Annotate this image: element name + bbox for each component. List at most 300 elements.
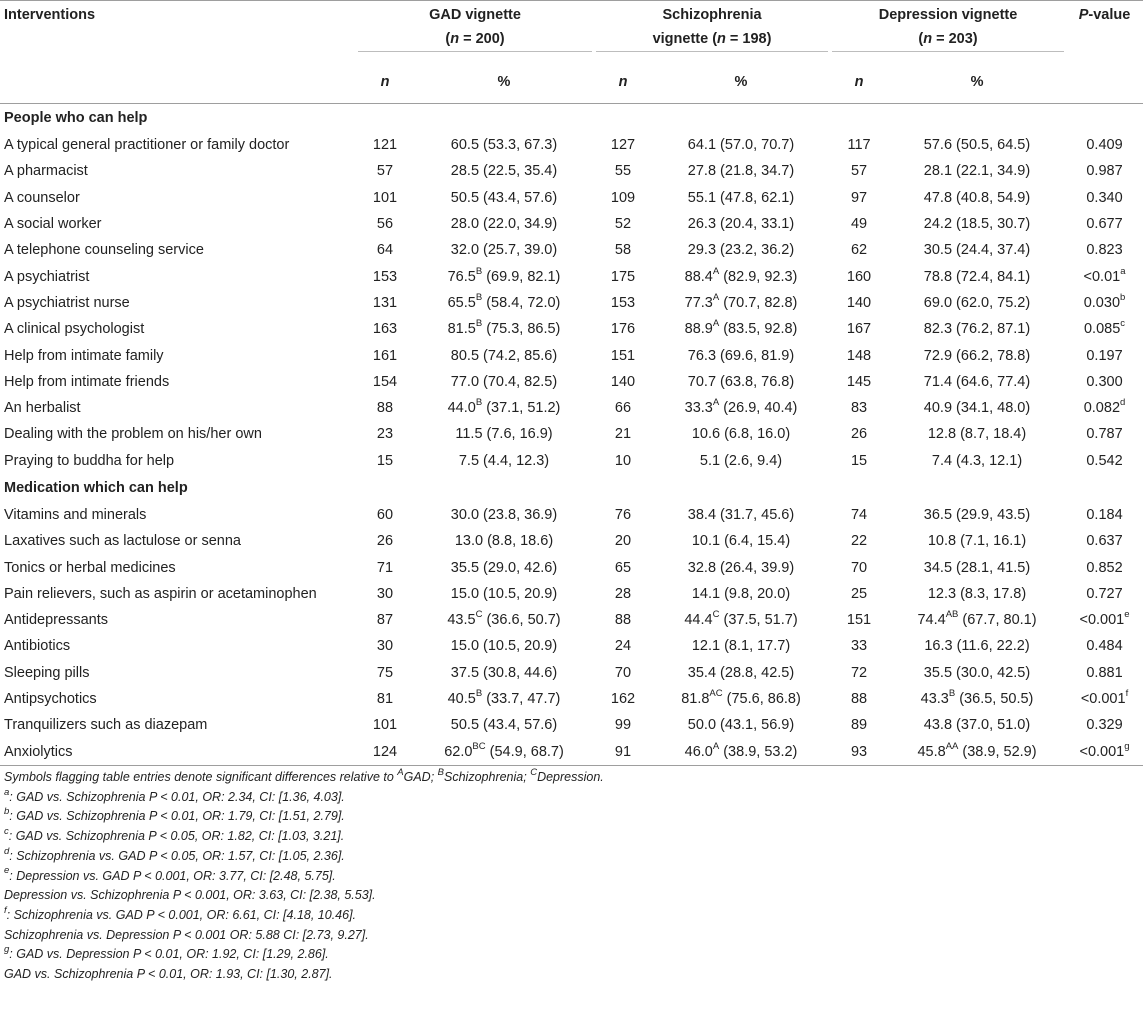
depression-n-value: 89	[850, 717, 868, 734]
p-value	[1066, 395, 1143, 421]
section-header-row	[0, 104, 1143, 133]
depression-pct-value: 30.5 (24.4, 37.4)	[923, 242, 1031, 259]
gad-pct-value: 30.0 (23.8, 36.9)	[450, 507, 558, 523]
schizophrenia-n-value: 28	[614, 585, 632, 602]
value-ci: (82.9, 92.3)	[719, 268, 798, 285]
p-value	[1066, 211, 1143, 237]
value-ci: (58.4, 72.0)	[482, 294, 561, 311]
depression-pct-value: 47.8 (40.8, 54.9)	[923, 189, 1031, 206]
depression-n-value: 25	[850, 585, 868, 602]
p-value-number: 0.987	[1086, 163, 1123, 180]
header-row-3	[0, 61, 1143, 104]
schizophrenia-n-value: 70	[614, 664, 632, 681]
footnote-text: : GAD vs. Schizophrenia P < 0.01, OR: 1.79, CI: [1.51, 2.79].	[9, 809, 345, 824]
schizophrenia-pct-value: 10.1 (6.4, 15.4)	[691, 533, 791, 550]
p-value-number: 0.340	[1086, 189, 1123, 206]
p-value-number: 0.637	[1086, 533, 1123, 550]
footnote-text: Schizophrenia vs. Depression P < 0.001 OR: 5.88 CI: [2.73, 9.27].	[4, 927, 369, 942]
value-main: 88.9	[684, 321, 713, 338]
header-row-2	[0, 29, 1143, 61]
table-notes	[4, 768, 1134, 985]
p-value-number: 0.329	[1086, 717, 1123, 734]
p-value	[1066, 237, 1143, 263]
significance-marker: B	[475, 265, 483, 277]
gad-pct-value: 28.5 (22.5, 35.4)	[450, 163, 558, 180]
value-main: 74.4	[917, 612, 946, 629]
row-label: A pharmacist	[4, 163, 88, 180]
depression-n-value: 72	[850, 664, 868, 681]
significance-marker: B	[475, 688, 483, 700]
row-label: An herbalist	[4, 400, 81, 417]
p-value	[1066, 369, 1143, 395]
p-value-number: <0.001	[1079, 612, 1125, 629]
footnote-line	[4, 788, 1134, 808]
schizophrenia-pct-value: 27.8 (21.8, 34.7)	[687, 163, 795, 180]
schizophrenia-pct-value: 29.3 (23.2, 36.2)	[687, 242, 795, 259]
depression-n-value: 15	[850, 452, 868, 469]
significance-marker: C	[712, 609, 720, 621]
value-ci: (70.7, 82.8)	[719, 294, 798, 311]
value-ci: (37.5, 51.7)	[719, 612, 798, 629]
schizophrenia-pct-col: %	[652, 61, 830, 104]
schizophrenia-pct-value	[652, 395, 830, 421]
depression-pct-value	[888, 686, 1066, 712]
p-value	[1066, 633, 1143, 659]
footnote-text: : Schizophrenia vs. GAD P < 0.001, OR: 6.61, CI: [4.18, 10.46].	[6, 907, 357, 922]
p-value	[1066, 739, 1143, 766]
row-label: Dealing with the problem on his/her own	[4, 426, 262, 443]
value-main: 43.3	[920, 691, 949, 708]
row-label: A clinical psychologist	[4, 321, 145, 338]
gad-n-value: 154	[372, 373, 398, 390]
depression-pct-value: 24.2 (18.5, 30.7)	[923, 216, 1031, 233]
footnote-text: : GAD vs. Schizophrenia P < 0.05, OR: 1.82, CI: [1.03, 3.21].	[8, 829, 345, 844]
gad-pct-value	[414, 263, 594, 289]
gad-n-value: 88	[376, 400, 394, 417]
depression-pct-value: 57.6 (50.5, 64.5)	[923, 137, 1031, 154]
footnote-letter: b	[4, 806, 10, 818]
value-main: 76.5	[447, 268, 476, 285]
gad-pct-value: 77.0 (70.4, 82.5)	[450, 373, 558, 390]
gad-n-value: 153	[372, 268, 398, 285]
depression-pct-value: 71.4 (64.6, 77.4)	[923, 373, 1031, 390]
p-value-number: 0.030	[1083, 294, 1121, 311]
p-value-number: 0.727	[1086, 585, 1123, 602]
schizophrenia-pct-value	[652, 686, 830, 712]
gad-n-value: 101	[372, 717, 398, 734]
p-value	[1066, 421, 1143, 447]
row-label: Laxatives such as lactulose or senna	[4, 533, 241, 550]
depression-n-value: 49	[850, 216, 868, 233]
gad-n-value: 163	[372, 321, 398, 338]
p-value	[1066, 263, 1143, 289]
value-main: 81.5	[447, 321, 476, 338]
schizophrenia-pct-value: 50.0 (43.1, 56.9)	[687, 717, 795, 734]
gad-n-value: 26	[376, 533, 394, 550]
table-row	[0, 633, 1143, 659]
table-row	[0, 660, 1143, 686]
schizophrenia-n: vignette (n = 198)	[594, 29, 830, 61]
footnote-letter: g	[4, 944, 10, 956]
significance-marker: AA	[945, 740, 959, 752]
depression-pct-value: 43.8 (37.0, 51.0)	[923, 717, 1031, 734]
row-label: Help from intimate family	[4, 347, 164, 364]
schizophrenia-pct-value: 26.3 (20.4, 33.1)	[687, 216, 795, 233]
footnote-line	[4, 847, 1134, 867]
depression-n-value: 62	[850, 242, 868, 259]
p-value-number: 0.184	[1086, 507, 1123, 523]
gad-n-value: 81	[376, 691, 394, 708]
depression-n-value: 97	[850, 189, 868, 206]
footnote-text: GAD vs. Schizophrenia P < 0.01, OR: 1.93, CI: [1.30, 2.87].	[4, 967, 333, 982]
value-main: 65.5	[447, 294, 476, 311]
footnote-marker: f	[1125, 688, 1129, 700]
significance-marker: A	[712, 397, 720, 409]
footnote-line	[4, 926, 1134, 946]
schizophrenia-n-value: 88	[614, 612, 632, 629]
p-value-number: 0.852	[1086, 559, 1123, 576]
significance-marker: A	[712, 740, 720, 752]
table-row	[0, 421, 1143, 447]
significance-marker: A	[712, 265, 720, 277]
depression-n-value: 83	[850, 400, 868, 417]
row-label: Praying to buddha for help	[4, 452, 175, 469]
p-value	[1066, 448, 1143, 474]
schizophrenia-pct-value: 70.7 (63.8, 76.8)	[687, 373, 795, 390]
value-main: 33.3	[684, 400, 713, 417]
gad-pct-value	[414, 739, 594, 766]
schizophrenia-n-value: 140	[610, 373, 636, 390]
depression-n-col: n	[830, 61, 888, 104]
table-row	[0, 528, 1143, 554]
p-value-number: 0.787	[1086, 426, 1123, 443]
gad-n-value: 75	[376, 664, 394, 681]
p-value	[1066, 686, 1143, 712]
table-row	[0, 395, 1143, 421]
value-ci: (33.7, 47.7)	[482, 691, 561, 708]
schizophrenia-n-value: 52	[614, 216, 632, 233]
gad-pct-value: 13.0 (8.8, 18.6)	[454, 533, 554, 550]
schizophrenia-pct-value: 5.1 (2.6, 9.4)	[699, 452, 783, 469]
gad-pct-value: 37.5 (30.8, 44.6)	[450, 664, 558, 681]
value-main: 77.3	[684, 294, 713, 311]
depression-pct-value: 78.8 (72.4, 84.1)	[923, 268, 1031, 285]
schizophrenia-pct-value: 14.1 (9.8, 20.0)	[691, 585, 791, 602]
gad-pct-value	[414, 686, 594, 712]
gad-pct-value: 28.0 (22.0, 34.9)	[450, 216, 558, 233]
schizophrenia-n-value: 109	[610, 189, 636, 206]
gad-pct-col: %	[414, 61, 594, 104]
gad-header: GAD vignette	[356, 1, 594, 30]
depression-pct-value: 12.8 (8.7, 18.4)	[927, 426, 1027, 443]
footnote-line	[4, 807, 1134, 827]
p-value	[1066, 581, 1143, 607]
p-value	[1066, 316, 1143, 342]
depression-pct-value: 82.3 (76.2, 87.1)	[923, 321, 1031, 338]
schizophrenia-n-value: 65	[614, 559, 632, 576]
schizophrenia-pct-value: 76.3 (69.6, 81.9)	[687, 347, 795, 364]
depression-n: (n = 203)	[830, 29, 1066, 61]
schizophrenia-n-value: 99	[614, 717, 632, 734]
gad-n-value: 87	[376, 612, 394, 629]
gad-pct-value: 35.5 (29.0, 42.6)	[450, 559, 558, 576]
gad-n-value: 30	[376, 585, 394, 602]
table-row	[0, 185, 1143, 211]
value-main: 62.0	[444, 743, 473, 760]
row-label: Tranquilizers such as diazepam	[4, 717, 208, 734]
gad-n-value: 101	[372, 189, 398, 206]
row-label: A psychiatrist nurse	[4, 294, 130, 311]
table-row	[0, 502, 1143, 528]
schizophrenia-n-value: 151	[610, 347, 636, 364]
footnote-line	[4, 886, 1134, 906]
footnote-line	[4, 867, 1134, 887]
table-row	[0, 607, 1143, 633]
gad-pct-value: 11.5 (7.6, 16.9)	[455, 426, 553, 443]
depression-n-value: 148	[846, 347, 872, 364]
p-value-number: 0.085	[1083, 321, 1121, 338]
p-value	[1066, 554, 1143, 580]
depression-n-value: 140	[846, 294, 872, 311]
depression-n-value: 88	[850, 691, 868, 708]
schizophrenia-pct-value: 32.8 (26.4, 39.9)	[687, 559, 795, 576]
depression-pct-value: 69.0 (62.0, 75.2)	[923, 294, 1031, 311]
p-value	[1066, 158, 1143, 184]
schizophrenia-n-value: 76	[614, 507, 632, 523]
significance-marker: B	[475, 318, 483, 330]
significance-marker: B	[948, 688, 956, 700]
p-value-number: 0.823	[1086, 242, 1123, 259]
depression-pct-value: 7.4 (4.3, 12.1)	[931, 452, 1023, 469]
gad-n-value: 15	[376, 452, 394, 469]
schizophrenia-n-value: 20	[614, 533, 632, 550]
gad-n-value: 23	[376, 426, 394, 443]
depression-pct-value: 34.5 (28.1, 41.5)	[923, 559, 1031, 576]
depression-pct-value: 28.1 (22.1, 34.9)	[923, 163, 1031, 180]
table-row	[0, 158, 1143, 184]
table-row	[0, 712, 1143, 738]
gad-n-value: 131	[372, 294, 398, 311]
footnote-line	[4, 945, 1134, 965]
value-main: 46.0	[684, 743, 713, 760]
depression-n-value: 57	[850, 163, 868, 180]
gad-n-value: 71	[376, 559, 394, 576]
gad-pct-value: 50.5 (43.4, 57.6)	[450, 189, 558, 206]
value-ci: (38.9, 52.9)	[958, 743, 1037, 760]
gad-pct-value	[414, 607, 594, 633]
p-value	[1066, 712, 1143, 738]
table-row	[0, 290, 1143, 316]
gad-n-value: 60	[376, 507, 394, 523]
schizophrenia-pct-value: 38.4 (31.7, 45.6)	[687, 507, 795, 523]
table-row	[0, 211, 1143, 237]
depression-n-value: 117	[847, 137, 871, 154]
footnote-marker: d	[1120, 397, 1126, 409]
schizophrenia-n-value: 66	[614, 400, 632, 417]
footnote-marker: e	[1124, 609, 1130, 621]
table-row	[0, 581, 1143, 607]
section-title: People who can help	[4, 110, 148, 126]
value-main: 81.8	[681, 691, 710, 708]
footnote-text: Depression vs. Schizophrenia P < 0.001, OR: 3.63, CI: [2.38, 5.53].	[4, 888, 376, 903]
depression-pct-value: 72.9 (66.2, 78.8)	[923, 347, 1031, 364]
p-value-number: 0.881	[1086, 664, 1123, 681]
schizophrenia-n-value: 58	[614, 242, 632, 259]
value-ci: (83.5, 92.8)	[719, 321, 798, 338]
depression-pct-value	[888, 607, 1066, 633]
significance-marker: A	[712, 292, 720, 304]
value-main: 45.8	[917, 743, 946, 760]
value-ci: (69.9, 82.1)	[482, 268, 561, 285]
gad-n-col: n	[356, 61, 414, 104]
value-ci: (26.9, 40.4)	[719, 400, 798, 417]
row-label: Antibiotics	[4, 638, 71, 655]
depression-pct-col: %	[888, 61, 1066, 104]
value-ci: (75.6, 86.8)	[722, 691, 801, 708]
footnote-marker: g	[1124, 740, 1130, 752]
gad-pct-value: 60.5 (53.3, 67.3)	[450, 137, 558, 154]
p-value	[1066, 185, 1143, 211]
table-row	[0, 316, 1143, 342]
schizophrenia-pct-value: 12.1 (8.1, 17.7)	[691, 638, 791, 655]
footnote-line	[4, 906, 1134, 926]
significance-marker: BC	[472, 740, 486, 752]
section-title: Medication which can help	[4, 479, 188, 496]
p-value	[1066, 502, 1143, 528]
gad-pct-value: 32.0 (25.7, 39.0)	[450, 242, 558, 259]
gad-n-value: 64	[376, 242, 394, 259]
interventions-header: Interventions	[0, 1, 356, 30]
p-value-number: 0.484	[1086, 638, 1123, 655]
depression-pct-value: 16.3 (11.6, 22.2)	[924, 638, 1030, 655]
schizophrenia-header: Schizophrenia	[594, 1, 830, 30]
row-label: A telephone counseling service	[4, 242, 204, 259]
schizophrenia-n-value: 153	[610, 294, 636, 311]
depression-pct-value: 12.3 (8.3, 17.8)	[927, 585, 1027, 602]
schizophrenia-pct-value: 35.4 (28.8, 42.5)	[687, 664, 795, 681]
p-value	[1066, 132, 1143, 158]
footnote-text: : GAD vs. Depression P < 0.01, OR: 1.92, CI: [1.29, 2.86].	[9, 947, 329, 962]
depression-n-value: 70	[850, 559, 868, 576]
value-main: 88.4	[684, 268, 713, 285]
row-label: Antidepressants	[4, 612, 108, 629]
depression-pct-value: 10.8 (7.1, 16.1)	[927, 533, 1027, 550]
significance-marker: AC	[709, 688, 723, 700]
value-ci: (75.3, 86.5)	[482, 321, 561, 338]
depression-n-value: 145	[846, 373, 872, 390]
table-row	[0, 739, 1143, 766]
gad-pct-value: 15.0 (10.5, 20.9)	[450, 638, 558, 655]
schizophrenia-n-value: 176	[610, 321, 636, 338]
depression-n-value: 33	[850, 638, 868, 655]
value-main: 44.4	[684, 612, 713, 629]
gad-pct-value: 50.5 (43.4, 57.6)	[450, 717, 558, 734]
row-label: A counselor	[4, 189, 80, 206]
table-row	[0, 263, 1143, 289]
schizophrenia-pct-value: 55.1 (47.8, 62.1)	[687, 189, 795, 206]
schizophrenia-n-value: 162	[610, 691, 636, 708]
table-row	[0, 448, 1143, 474]
gad-pct-value: 15.0 (10.5, 20.9)	[450, 585, 558, 602]
schizophrenia-pct-value	[652, 316, 830, 342]
gad-n-value: 30	[376, 638, 394, 655]
p-value-number: <0.01	[1083, 268, 1121, 285]
significance-marker: B	[475, 292, 483, 304]
schizophrenia-n-col: n	[594, 61, 652, 104]
schizophrenia-pct-value	[652, 290, 830, 316]
symbols-note: Symbols flagging table entries denote significant differences relative to $^A$GAD; $^B$Schizophrenia; $^C$Depression.	[4, 766, 604, 784]
footnote-marker: a	[1120, 265, 1126, 277]
value-ci: (37.1, 51.2)	[482, 400, 561, 417]
gad-n-value: 124	[356, 739, 414, 766]
schizophrenia-pct-value	[652, 739, 830, 766]
depression-n-value: 151	[846, 612, 872, 629]
value-ci: (36.5, 50.5)	[955, 691, 1034, 708]
row-label: Antipsychotics	[4, 691, 97, 708]
footnote-letter: f	[4, 904, 7, 916]
footnote-text: : GAD vs. Schizophrenia P < 0.01, OR: 2.34, CI: [1.36, 4.03].	[9, 789, 345, 804]
depression-n-value: 167	[846, 321, 872, 338]
schizophrenia-n-value: 91	[594, 739, 652, 766]
table-row	[0, 369, 1143, 395]
row-label: A social worker	[4, 216, 102, 233]
gad-pct-value: 7.5 (4.4, 12.3)	[458, 452, 550, 469]
depression-n-value: 26	[850, 426, 868, 443]
depression-n-value: 160	[846, 268, 872, 285]
gad-n-value: 57	[376, 163, 394, 180]
schizophrenia-n-value: 21	[614, 426, 632, 443]
row-label: Sleeping pills	[4, 664, 90, 681]
schizophrenia-pct-value: 10.6 (6.8, 16.0)	[691, 426, 791, 443]
table-row	[0, 132, 1143, 158]
depression-n-value: 93	[830, 739, 888, 766]
gad-n-value: 56	[376, 216, 394, 233]
significance-marker: AB	[945, 609, 959, 621]
depression-pct-value	[888, 739, 1066, 766]
section-header-row	[0, 474, 1143, 502]
depression-pct-value: 40.9 (34.1, 48.0)	[923, 400, 1031, 417]
p-value	[1066, 660, 1143, 686]
footnote-letter: a	[4, 786, 10, 798]
footnote-letter: c	[4, 825, 9, 837]
table-row	[0, 554, 1143, 580]
value-ci: (38.9, 53.2)	[719, 743, 798, 760]
footnote-line	[4, 827, 1134, 847]
depression-pct-value: 36.5 (29.9, 43.5)	[923, 507, 1031, 523]
significance-marker: B	[475, 397, 483, 409]
footnote-letter: d	[4, 845, 10, 857]
gad-pct-value: 80.5 (74.2, 85.6)	[450, 347, 558, 364]
schizophrenia-pct-value	[652, 607, 830, 633]
value-main: 44.0	[447, 400, 476, 417]
value-main: 43.5	[447, 612, 476, 629]
p-value	[1066, 290, 1143, 316]
schizophrenia-pct-value	[652, 263, 830, 289]
gad-pct-value	[414, 395, 594, 421]
p-value-number: 0.677	[1086, 216, 1123, 233]
depression-n-value: 22	[850, 533, 868, 550]
schizophrenia-pct-value: 64.1 (57.0, 70.7)	[687, 137, 795, 154]
significance-marker: C	[475, 609, 483, 621]
p-value-number: 0.300	[1086, 373, 1123, 390]
footnote-letter: e	[4, 865, 10, 877]
p-value	[1066, 528, 1143, 554]
value-ci: (67.7, 80.1)	[958, 612, 1037, 629]
p-value	[1066, 342, 1143, 368]
footnote-marker: b	[1120, 292, 1126, 304]
p-value-number: 0.197	[1086, 347, 1123, 364]
value-ci: (54.9, 68.7)	[485, 743, 564, 760]
